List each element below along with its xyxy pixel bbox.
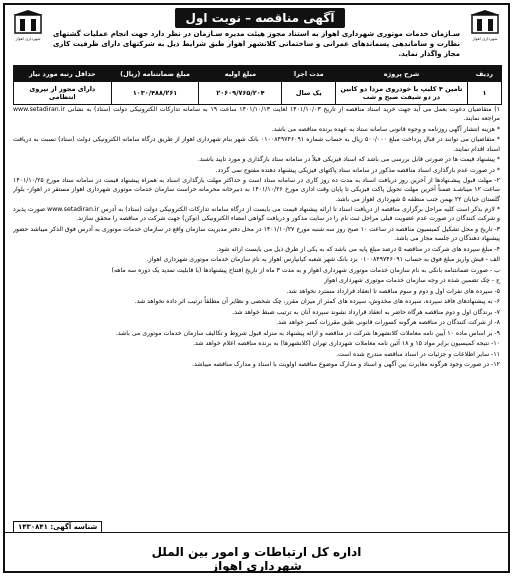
logo-caption-right: شهرداری اهواز xyxy=(472,36,498,41)
logo-caption-left: شهرداری اهواز xyxy=(15,36,41,41)
table-cell: ۲۰۶۰۹/۷۶۵/۲۰۴ xyxy=(199,82,282,105)
intro-paragraph: سـازمان خدمات موتوری شهرداری اهواز به استناد مجوز هیئت مدیره سـازمان در نظر دارد جهت انجام عملیات گشتهای نظارت و ساماندهی پسماندهای عمرانی و ساختمانی کلانشهر اهواز طبق شرایط ذیل به شرکتهای دارای ظرفیت کاری مجاز واگذار نماید. xyxy=(53,30,460,58)
notice-body xyxy=(13,105,500,533)
body-paragraph: ۵- سپرده های نفرات اول و دوم و سوم مناقصه تا انعقاد قرارداد مسترد نخواهد شد. xyxy=(286,287,500,295)
column-header: مبلغ ضمانتنامه (ریال) xyxy=(111,66,199,82)
notice-title: آگهی مناقصه – نوبت اول xyxy=(175,8,345,28)
body-paragraph: ۲- مهلت قبول پیشـنهادها از آخرین روز دریافت اسناد به مدت ده روز کاری در سامانه ستاد است و حداکثر مهلت بارگذاری اسناد به همراه پیشنهاد قیمت در سامانه ستاد مورخ ۱۴۰۱/۱۰/۲۵ ساعت ۱۲ میباشـد ضمناً آخرین مهلت تحویل پاکت فیزیکی تا پایان وقت اداری مورخ ۱۴۰۱/۱۰/۲۶ به دبیرخانه محرمانه حراست سازمان خدمات موتوری شهرداری اهواز مستقر در اهواز- بلوار گلستان خیابان ۲۲ بهمن جنب منطقه ۵ شهرداری اهواز می باشد. xyxy=(13,177,500,203)
body-paragraph: ۴- مبلغ سپرده های شرکت در مناقصه ۵ درصد مبلغ پایه می باشد که به یکی از طرق ذیل می بایست ارائه شود. xyxy=(216,245,500,253)
table-cell: دارای مجوز از نیروی انتظامی xyxy=(14,82,112,105)
column-header: ردیف xyxy=(467,66,501,82)
column-header: حداقل رتبه مورد نیاز xyxy=(14,66,112,82)
body-paragraph: ۱۰- نتیجه کمیسیون برابر مواد ۱۵ و ۱۸ آئین نامه معاملات شهرداری تهران (کلانشهرها) به برنده مناقصه اعلام خواهد شد. xyxy=(193,340,500,348)
tender-notice xyxy=(3,3,510,573)
column-header: شرح پروژه xyxy=(336,66,468,82)
body-paragraph: * پیشنهاد قیمت ها در صورتی قابل بررسی می باشد که اسناد فیزیکی قبلاً در سامانه ستاد بارگذاری و مورد تایید باشند. xyxy=(197,156,500,164)
body-paragraph: * متقاضیان می توانند در قبال پرداخت مبلغ ۵۰۰/۰۰۰ ریال به حساب شماره ۰۱۰۰۸۴۹۷۴۶۰۹۱ بانک شهر بنام شهرداری اهواز از طریق درگاه سامانه الکترونیکی دولت (ستاد) نسبت به دریافت اسناد اقدام نمایند. xyxy=(13,136,500,153)
table-cell: تامین ۴ کلیپ با خودروی مزدا دو کابین در دو شیفت صبح و شب xyxy=(336,82,468,105)
body-paragraph: ۶- به پیشنهادهای فاقد سپرده، سپرده های مخدوش، سپرده های کمتر از میزان مقرر، چک شخصی و نظایر آن مطلقاً ترتیب اثر داده نخواهد شد. xyxy=(134,298,500,306)
notice-footer xyxy=(5,523,508,573)
column-header: مبلغ اولیه xyxy=(199,66,282,82)
table-cell: یک سال xyxy=(282,82,336,105)
table-cell: ۱۰۳۰/۴۸۸/۲۶۱ xyxy=(111,82,199,105)
body-paragraph: ب - صورت ضمانتنامه بانکی به نام سازمان خدمات موتوری شهرداری اهواز و به مدت ۳ ماه از تاریخ افتتاح پیشنهادها (با قابلیت تمدید یک دوره سه ماهه) xyxy=(111,266,500,274)
body-paragraph: ۹- بر اساس ماده ۱۰ آیین نامه معاملات کلانشهرها شرکت در مناقصه و ارائه پیشنهاد به منزله قبول شروط و تکالیف سازمان خدمات موتوری می باشد. xyxy=(115,329,500,337)
table-row xyxy=(14,82,502,105)
column-header: مدت اجرا xyxy=(282,66,336,82)
body-paragraph: ۷- برندگان اول و دوم مناقصه هرگاه حاضر به انعقاد قرارداد نشوند سپرده آنان به ترتیب ضبط خواهد شد. xyxy=(232,308,500,316)
body-paragraph: ۸- از شرکت کنندگان در مناقصه هرگونه کسورات قانونی طبق مقررات کسر خواهد شد. xyxy=(276,319,500,327)
body-paragraph: الف - فیش واریز مبلغ فوق به حساب ۰۱۰۰۸۴۹۷۴۶۰۹۱ نزد بانک شهر شعبه کیانپارس اهواز به نام سازمان خدمات موتوری شهرداری اهواز. xyxy=(146,256,500,264)
table-header-row xyxy=(14,66,502,82)
table-cell: ۱ xyxy=(467,82,501,105)
body-paragraph: ج - چک تضمین شده در وجه سازمان خدمات موتوری شهرداری اهواز xyxy=(324,277,500,285)
body-paragraph: * در صورت عدم بارگذاری اسناد مناقصه مذکور در سامانه ستاد پاکتهای فیزیکی پیشنهاد دهنده مفتوح نمی گردد. xyxy=(215,166,500,174)
body-paragraph: ۳- تاریخ و محل تشکیل کمیسیون مناقصه در ساعت ۱۰ صبح روز سه شنبه مورخ ۱۴۰۱/۱۰/۲۷ در محل دفتر مدیریت سازمان واقع در سازمان خدمات موتوری به آدرس فوق الذکر میباشد حضور پیشنهاد دهندگان در جلسه مجاز می باشد. xyxy=(13,225,500,243)
municipality-logo xyxy=(468,9,502,39)
body-paragraph: ۱) متقاضیان دعوت بعمل می آید جهت خرید اسناد مناقصه از تاریخ ۱۴۰۱/۱۰/۰۳ لغایت ۱۴۰۱/۱۰/۱۳ ساعت ۱۹ به سامانه تدارکات الکترونیکی دولت (ستاد) به نشانی www.setadiran.ir مراجعه نمایند. xyxy=(13,106,500,123)
ad-number: شناسه آگهی: ۱۴۳۰۸۴۱ xyxy=(13,521,102,533)
body-paragraph: * لازم بذکر است کلیه مراحل برگزاری مناقصه از دریافت اسناد تا ارائه پیشنهاد قیمت می بایست از درگاه سامانه تدارکات الکترونیکی دولت (ستاد) به آدرس www.setadiran.ir صورت پذیرد و شرکت کنندگان در صورت عدم عضویت قبلی مراحل ثبت نام را در سایت مذکور و دریافت گواهی امضاء الکترونیکی (توکن) جهت شرکت در مناقصه را محقق سازند. xyxy=(13,206,500,223)
body-paragraph: * هزینه انتشار آگهی روزنامه و وجوه قانونی سامانه ستاد به عهده برنده مناقصه می باشد. xyxy=(271,125,500,133)
footer-title: اداره کل ارتباطات و امور بین الملل شهرداری اهواز xyxy=(151,545,362,573)
body-paragraph: ۱۱- سایر اطلاعات و جزئیات در اسناد مناقصه مندرج شده است. xyxy=(336,350,500,358)
tender-table xyxy=(13,65,502,105)
municipality-logo xyxy=(11,9,45,39)
body-paragraph: ۱۲- در صورت وجود هرگونه مغایرت بین آگهی و اسناد و مدارک موضوع مناقصه اولویت با اسناد و مدارک مناقصه میباشد. xyxy=(192,360,500,368)
